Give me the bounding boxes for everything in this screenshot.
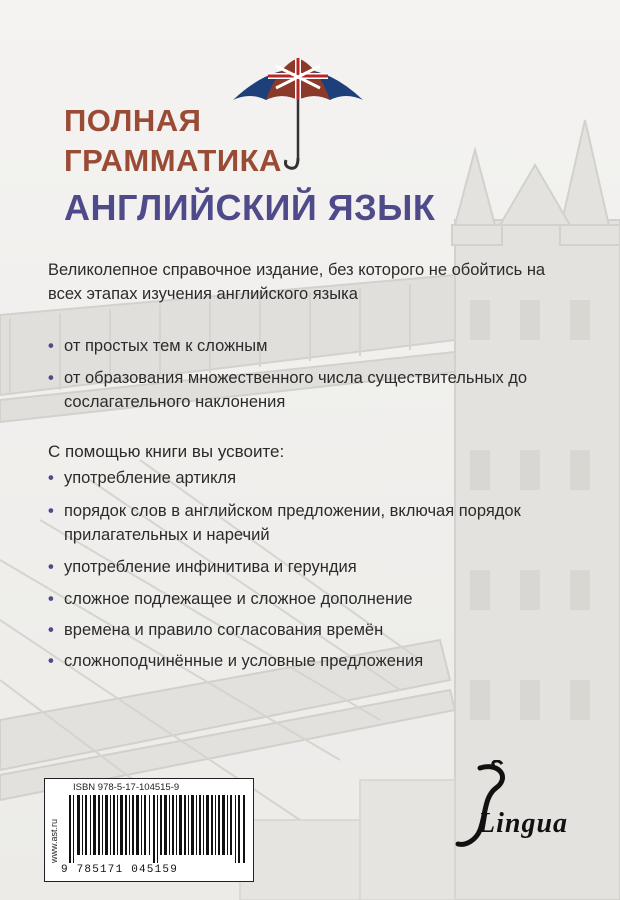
- bullet-dot-icon: •: [48, 337, 54, 355]
- topic-text: сложное подлежащее и сложное дополнение: [64, 590, 413, 608]
- publisher-logo-text: Lingua: [478, 808, 569, 839]
- feature-item: [48, 366, 584, 414]
- bullet-dot-icon: •: [48, 621, 54, 639]
- topic-text: сложноподчинённые и условные предложения: [64, 652, 424, 670]
- topic-item: [48, 499, 584, 547]
- topic-item: [48, 555, 584, 579]
- feature-text: от образования множественного числа существительных до сослагательного наклонения: [64, 369, 528, 411]
- bullet-dot-icon: •: [48, 652, 54, 670]
- bullet-dot-icon: •: [48, 369, 54, 387]
- barcode-box: [44, 778, 254, 882]
- topic-item: [48, 649, 584, 673]
- topic-text: употребление инфинитива и герундия: [64, 558, 357, 576]
- topics-heading: С помощью книги вы усвоите:: [48, 442, 285, 461]
- topic-text: употребление артикля: [64, 469, 237, 487]
- barcode-digits: 9 785171 045159: [61, 864, 179, 876]
- topic-item: [48, 618, 584, 642]
- bullet-dot-icon: •: [48, 558, 54, 576]
- topic-item: [48, 587, 584, 611]
- intro-paragraph: Великолепное справочное издание, без которого не обойтись на всех этапах изучения английского языка: [48, 261, 546, 303]
- barcode-bars: [69, 795, 245, 863]
- feature-item: [48, 334, 584, 358]
- title-line-2: ГРАММАТИКА: [64, 143, 282, 178]
- title-line-3: АНГЛИЙСКИЙ ЯЗЫК: [64, 187, 436, 228]
- bullet-dot-icon: •: [48, 590, 54, 608]
- feature-text: от простых тем к сложным: [64, 337, 268, 355]
- bullet-dot-icon: •: [48, 469, 54, 487]
- bullet-dot-icon: •: [48, 502, 54, 520]
- title-line-1: ПОЛНАЯ: [64, 103, 202, 138]
- publisher-website: www.ast.ru: [49, 818, 59, 863]
- topic-item: [48, 466, 584, 490]
- isbn-text: ISBN 978-5-17-104515-9: [73, 782, 180, 793]
- topic-text: времена и правило согласования времён: [64, 621, 384, 639]
- topic-text: порядок слов в английском предложении, включая порядок прилагательных и наречий: [64, 502, 521, 544]
